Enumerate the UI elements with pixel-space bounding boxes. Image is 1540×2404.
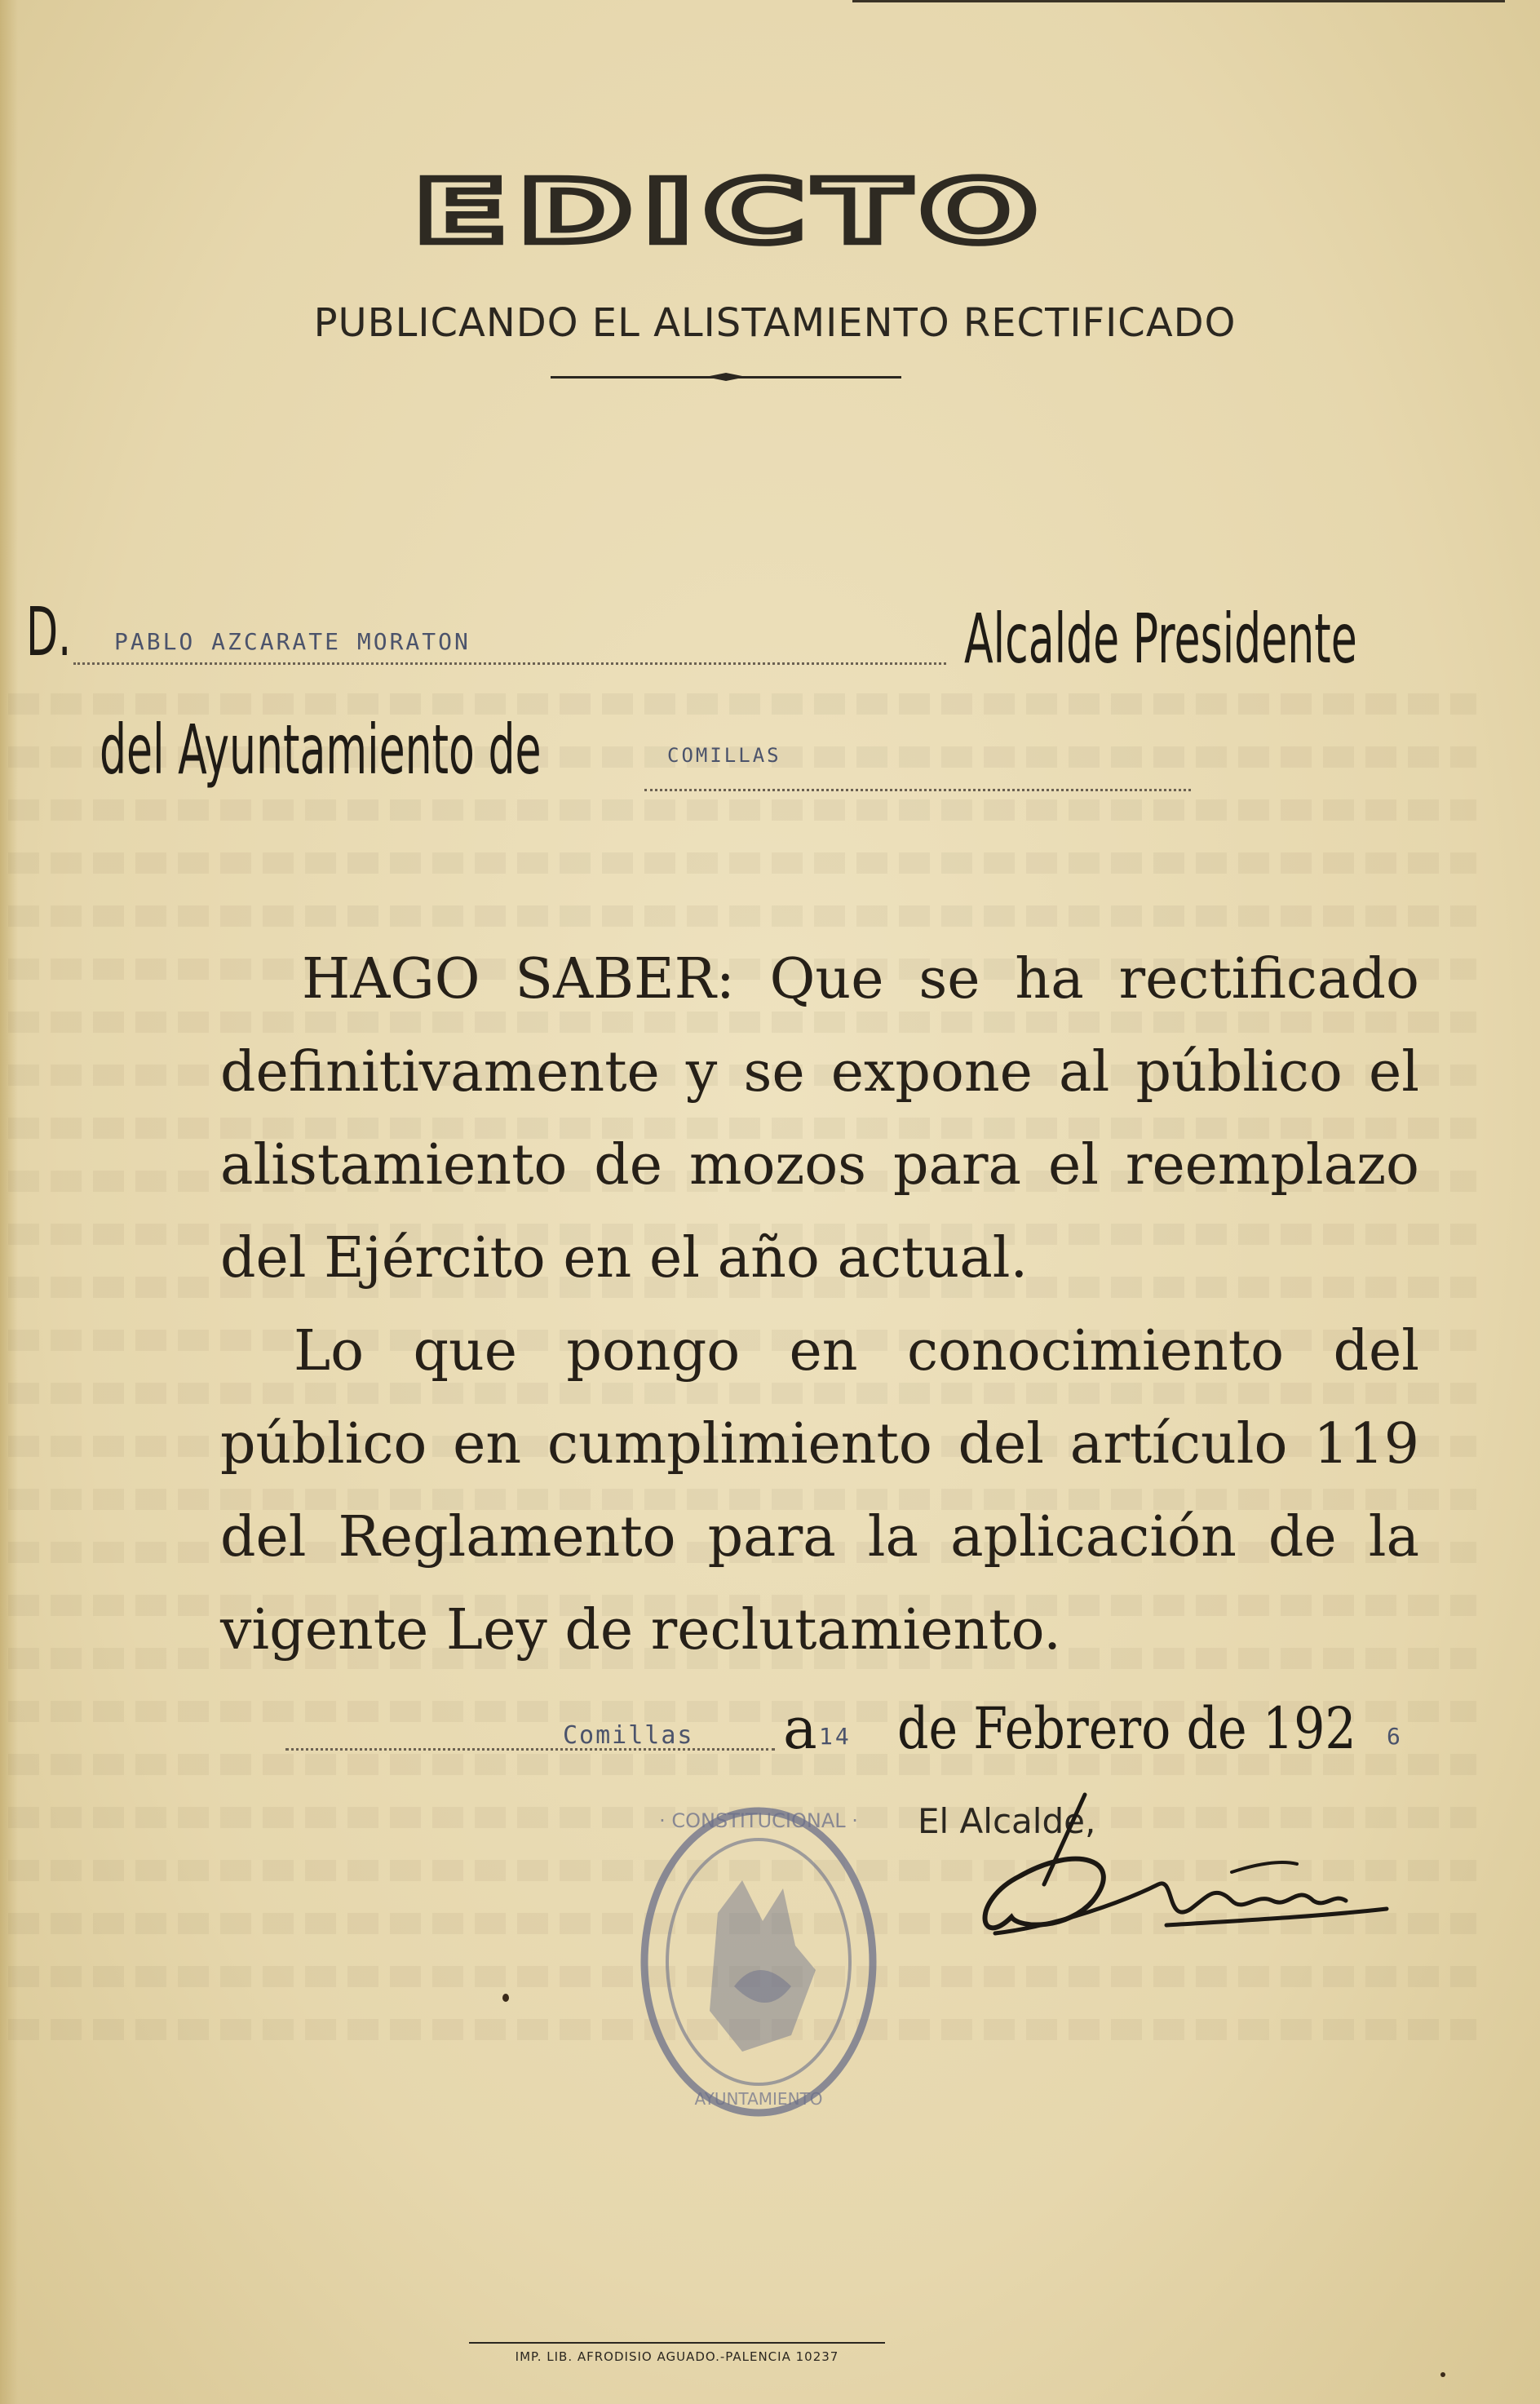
paper-edge-shadow — [0, 0, 18, 2404]
date-a: a — [783, 1695, 817, 1762]
date-year-digit: 6 — [1387, 1723, 1403, 1750]
signatory-label: El Alcalde, — [918, 1801, 1096, 1841]
ayuntamiento-label: del Ayuntamiento de — [100, 710, 542, 790]
date-line — [0, 1695, 1540, 1769]
date-month-text: de Febrero de 192 — [897, 1695, 1356, 1762]
salutation-prefix: D. — [26, 594, 72, 671]
name-dotted-line — [73, 662, 946, 665]
printer-rule — [469, 2342, 885, 2344]
document-title: EDICTO — [413, 162, 1047, 263]
edict-body — [220, 933, 1419, 1677]
svg-text:AYUNTAMIENTO: AYUNTAMIENTO — [694, 2089, 823, 2109]
date-place: Comillas — [563, 1721, 694, 1750]
official-name: PABLO AZCARATE MORATON — [114, 628, 471, 655]
document-subtitle: PUBLICANDO EL ALISTAMIENTO RECTIFICADO — [313, 300, 1237, 346]
date-dotted-line — [285, 1748, 775, 1751]
municipality: COMILLAS — [667, 744, 781, 767]
top-rule — [852, 0, 1505, 2]
date-day: 14 — [819, 1723, 852, 1750]
ink-speck — [1440, 2372, 1445, 2377]
municipality-dotted-line — [644, 789, 1191, 791]
official-title: Alcalde Presidente — [964, 599, 1357, 679]
ink-speck — [502, 1994, 509, 2002]
municipal-seal-stamp — [620, 1791, 881, 2117]
title-divider — [551, 376, 901, 379]
svg-text:· CONSTITUCIONAL ·: · CONSTITUCIONAL · — [659, 1809, 858, 1832]
mayor-signature — [962, 1786, 1403, 1966]
paragraph-legal-basis: Lo que pongo en conocimiento del público en cumplimiento del artículo 119 del Reglamento para la aplicación de la vigente Ley de reclutamiento. — [220, 1319, 1419, 1662]
paragraph-announcement: HAGO SABER: Que se ha rectificado definitivamente y se expone al público el alistamiento de mozos para el reemplazo del Ejército en el año actual. — [220, 947, 1419, 1291]
printer-imprint: IMP. LIB. AFRODISIO AGUADO.-PALENCIA 10237 — [515, 2349, 839, 2364]
